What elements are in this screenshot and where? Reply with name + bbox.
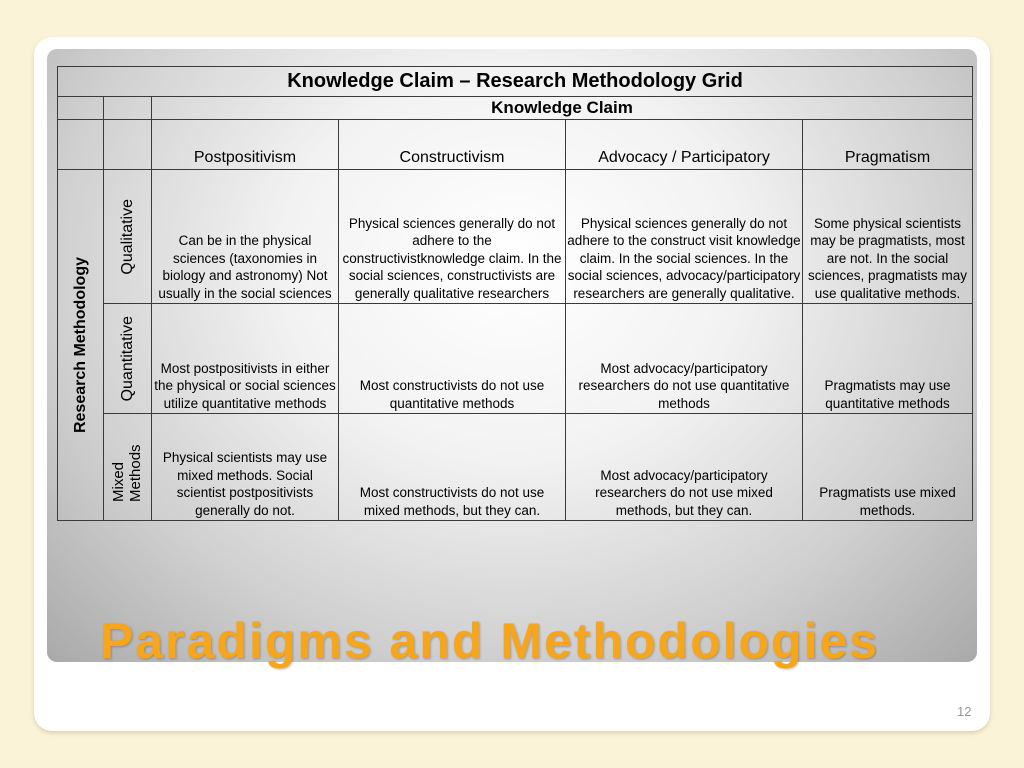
empty-header-cell <box>104 120 152 170</box>
table-cell: Physical scientists may use mixed methods. Social scientist postpositivists generally do not. <box>152 414 339 521</box>
methodology-grid-table <box>57 66 973 521</box>
table-cell: Most advocacy/participatory researchers do not use quantitative methods <box>566 304 803 414</box>
page-number: 12 <box>957 704 972 719</box>
slide-title: Paradigms and Methodologies <box>100 613 880 669</box>
table-cell: Most advocacy/participatory researchers do not use mixed methods, but they can. <box>566 414 803 521</box>
row-label-cell <box>104 414 152 521</box>
column-group-label: Knowledge Claim <box>152 97 973 120</box>
row-label-cell <box>104 170 152 304</box>
table-cell: Most postpositivists in either the physical or social sciences utilize quantitative methods <box>152 304 339 414</box>
table-cell: Pragmatists may use quantitative methods <box>803 304 973 414</box>
table-cell: Physical sciences generally do not adhere to the construct visit knowledge claim. In the social sciences. In the social sciences, advocacy/participatory researchers are generally qualitative. <box>566 170 803 304</box>
row-label-cell <box>104 304 152 414</box>
empty-header-cell <box>58 97 104 120</box>
table-cell: Physical sciences generally do not adhere to the constructivistknowledge claim. In the social sciences, constructivists are generally qualitative researchers <box>339 170 566 304</box>
column-header-pragmatism: Pragmatism <box>803 120 973 170</box>
column-header-postpositivism: Postpositivism <box>152 120 339 170</box>
table-cell: Can be in the physical sciences (taxonomies in biology and astronomy) Not usually in the social sciences <box>152 170 339 304</box>
table-title: Knowledge Claim – Research Methodology Grid <box>58 67 973 97</box>
row-label-qualitative: Qualitative <box>118 198 136 275</box>
table-cell: Most constructivists do not use mixed methods, but they can. <box>339 414 566 521</box>
column-header-advocacy: Advocacy / Participatory <box>566 120 803 170</box>
empty-header-cell <box>104 97 152 120</box>
column-header-constructivism: Constructivism <box>339 120 566 170</box>
table-cell: Most constructivists do not use quantitative methods <box>339 304 566 414</box>
row-label-mixed-methods: Mixed Methods <box>109 444 144 502</box>
table-cell: Some physical scientists may be pragmatists, most are not. In the social sciences, pragmatists may use qualitative methods. <box>803 170 973 304</box>
row-group-label: Research Methodology <box>71 256 89 434</box>
row-label-quantitative: Quantitative <box>118 315 136 402</box>
table-cell: Pragmatists use mixed methods. <box>803 414 973 521</box>
row-group-label-cell <box>58 170 104 521</box>
empty-header-cell <box>58 120 104 170</box>
